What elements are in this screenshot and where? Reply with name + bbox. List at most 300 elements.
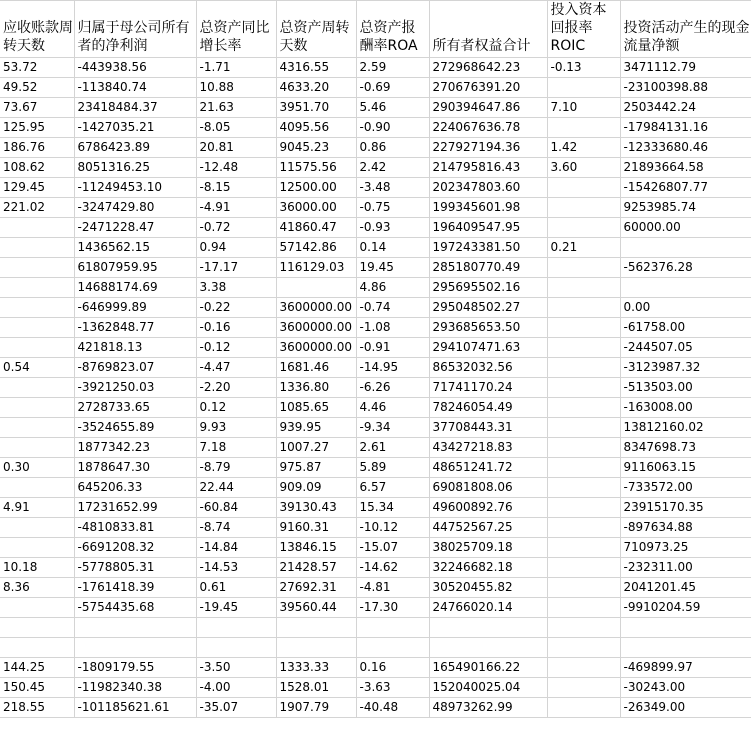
cell-total-assets-yoy[interactable]: -4.00 [196, 678, 276, 698]
cell-total-assets-yoy[interactable]: 3.38 [196, 278, 276, 298]
cell-investing-cash-flow-net[interactable] [620, 278, 751, 298]
cell-ar-turnover-days[interactable] [0, 478, 74, 498]
cell-total-assets-yoy[interactable]: -0.12 [196, 338, 276, 358]
cell-owners-equity-total[interactable]: 30520455.82 [429, 578, 547, 598]
cell-investing-cash-flow-net[interactable]: 2041201.45 [620, 578, 751, 598]
cell-investing-cash-flow-net[interactable]: 8347698.73 [620, 438, 751, 458]
cell-roic[interactable] [547, 358, 620, 378]
cell-total-assets-yoy[interactable]: 7.18 [196, 438, 276, 458]
cell-investing-cash-flow-net[interactable]: -23100398.88 [620, 78, 751, 98]
cell-net-profit-parent[interactable]: 61807959.95 [74, 258, 196, 278]
cell-ar-turnover-days[interactable]: 0.54 [0, 358, 74, 378]
cell-owners-equity-total[interactable]: 165490166.22 [429, 658, 547, 678]
table-row [0, 238, 751, 258]
cell-total-asset-turnover-days[interactable]: 1681.46 [276, 358, 356, 378]
cell-owners-equity-total[interactable]: 37708443.31 [429, 418, 547, 438]
cell-roa[interactable]: -14.62 [356, 558, 429, 578]
table-row [0, 278, 751, 298]
cell-total-assets-yoy[interactable]: -1.71 [196, 58, 276, 78]
cell-net-profit-parent[interactable] [74, 638, 196, 658]
cell-ar-turnover-days[interactable]: 4.91 [0, 498, 74, 518]
cell-owners-equity-total[interactable]: 227927194.36 [429, 138, 547, 158]
cell-owners-equity-total[interactable]: 270676391.20 [429, 78, 547, 98]
cell-roa[interactable] [356, 618, 429, 638]
cell-roa[interactable]: -3.48 [356, 178, 429, 198]
table-row [0, 338, 751, 358]
cell-roa[interactable]: -0.91 [356, 338, 429, 358]
cell-investing-cash-flow-net[interactable]: -30243.00 [620, 678, 751, 698]
cell-roic[interactable] [547, 658, 620, 678]
cell-ar-turnover-days[interactable] [0, 518, 74, 538]
cell-total-assets-yoy[interactable]: -12.48 [196, 158, 276, 178]
cell-roic[interactable]: 3.60 [547, 158, 620, 178]
cell-owners-equity-total[interactable] [429, 638, 547, 658]
cell-ar-turnover-days[interactable] [0, 258, 74, 278]
table-row [0, 398, 751, 418]
cell-net-profit-parent[interactable]: -113840.74 [74, 78, 196, 98]
table-row [0, 98, 751, 118]
cell-investing-cash-flow-net[interactable]: -61758.00 [620, 318, 751, 338]
cell-roa[interactable]: 19.45 [356, 258, 429, 278]
table-row [0, 118, 751, 138]
cell-owners-equity-total[interactable] [429, 618, 547, 638]
cell-net-profit-parent[interactable]: 17231652.99 [74, 498, 196, 518]
cell-investing-cash-flow-net[interactable]: 21893664.58 [620, 158, 751, 178]
cell-owners-equity-total[interactable]: 290394647.86 [429, 98, 547, 118]
cell-owners-equity-total[interactable]: 196409547.95 [429, 218, 547, 238]
cell-roic[interactable]: 1.42 [547, 138, 620, 158]
cell-total-asset-turnover-days[interactable]: 1085.65 [276, 398, 356, 418]
cell-roa[interactable]: 5.46 [356, 98, 429, 118]
cell-net-profit-parent[interactable]: 8051316.25 [74, 158, 196, 178]
cell-total-assets-yoy[interactable]: -2.20 [196, 378, 276, 398]
table-row [0, 378, 751, 398]
cell-roa[interactable]: -0.93 [356, 218, 429, 238]
cell-investing-cash-flow-net[interactable]: -469899.97 [620, 658, 751, 678]
cell-net-profit-parent[interactable]: 1436562.15 [74, 238, 196, 258]
cell-investing-cash-flow-net[interactable] [620, 618, 751, 638]
cell-ar-turnover-days[interactable]: 8.36 [0, 578, 74, 598]
cell-total-asset-turnover-days[interactable]: 4633.20 [276, 78, 356, 98]
cell-net-profit-parent[interactable]: -646999.89 [74, 298, 196, 318]
cell-owners-equity-total[interactable]: 32246682.18 [429, 558, 547, 578]
cell-total-asset-turnover-days[interactable]: 3600000.00 [276, 298, 356, 318]
cell-roa[interactable]: 4.86 [356, 278, 429, 298]
cell-net-profit-parent[interactable]: 2728733.65 [74, 398, 196, 418]
cell-total-assets-yoy[interactable]: 0.94 [196, 238, 276, 258]
header-row [0, 1, 751, 58]
cell-investing-cash-flow-net[interactable]: -26349.00 [620, 698, 751, 718]
header-cell-net-profit-parent[interactable]: 归属于母公司所有者的净利润 [74, 1, 196, 58]
cell-net-profit-parent[interactable]: -1362848.77 [74, 318, 196, 338]
cell-roic[interactable] [547, 438, 620, 458]
cell-roa[interactable]: -0.74 [356, 298, 429, 318]
cell-total-asset-turnover-days[interactable]: 12500.00 [276, 178, 356, 198]
cell-investing-cash-flow-net[interactable]: 2503442.24 [620, 98, 751, 118]
cell-ar-turnover-days[interactable]: 150.45 [0, 678, 74, 698]
cell-roic[interactable] [547, 418, 620, 438]
cell-roic[interactable] [547, 218, 620, 238]
cell-net-profit-parent[interactable]: -6691208.32 [74, 538, 196, 558]
cell-ar-turnover-days[interactable]: 0.30 [0, 458, 74, 478]
cell-total-assets-yoy[interactable]: 21.63 [196, 98, 276, 118]
cell-net-profit-parent[interactable]: -11249453.10 [74, 178, 196, 198]
cell-roa[interactable]: 0.86 [356, 138, 429, 158]
cell-owners-equity-total[interactable]: 43427218.83 [429, 438, 547, 458]
cell-roic[interactable] [547, 558, 620, 578]
cell-total-asset-turnover-days[interactable]: 909.09 [276, 478, 356, 498]
cell-roa[interactable]: 6.57 [356, 478, 429, 498]
cell-total-asset-turnover-days[interactable]: 57142.86 [276, 238, 356, 258]
cell-investing-cash-flow-net[interactable]: -562376.28 [620, 258, 751, 278]
cell-total-assets-yoy[interactable]: 20.81 [196, 138, 276, 158]
cell-investing-cash-flow-net[interactable]: -9910204.59 [620, 598, 751, 618]
cell-investing-cash-flow-net[interactable]: -244507.05 [620, 338, 751, 358]
table-row [0, 498, 751, 518]
cell-owners-equity-total[interactable]: 44752567.25 [429, 518, 547, 538]
cell-total-asset-turnover-days[interactable]: 4095.56 [276, 118, 356, 138]
cell-roa[interactable]: -15.07 [356, 538, 429, 558]
cell-total-asset-turnover-days[interactable]: 13846.15 [276, 538, 356, 558]
cell-ar-turnover-days[interactable] [0, 538, 74, 558]
cell-roic[interactable]: -0.13 [547, 58, 620, 78]
cell-investing-cash-flow-net[interactable]: -163008.00 [620, 398, 751, 418]
cell-total-assets-yoy[interactable]: 0.61 [196, 578, 276, 598]
cell-total-assets-yoy[interactable]: 9.93 [196, 418, 276, 438]
cell-ar-turnover-days[interactable]: 144.25 [0, 658, 74, 678]
header-cell-roa[interactable]: 总资产报酬率ROA [356, 1, 429, 58]
cell-roic[interactable] [547, 638, 620, 658]
cell-owners-equity-total[interactable]: 152040025.04 [429, 678, 547, 698]
cell-total-assets-yoy[interactable]: -8.05 [196, 118, 276, 138]
cell-investing-cash-flow-net[interactable]: 3471112.79 [620, 58, 751, 78]
header-cell-roic[interactable]: 投入资本回报率ROIC [547, 1, 620, 58]
cell-net-profit-parent[interactable]: 1878647.30 [74, 458, 196, 478]
cell-investing-cash-flow-net[interactable]: -3123987.32 [620, 358, 751, 378]
cell-ar-turnover-days[interactable] [0, 338, 74, 358]
cell-roic[interactable] [547, 678, 620, 698]
cell-total-asset-turnover-days[interactable] [276, 278, 356, 298]
cell-total-asset-turnover-days[interactable]: 9045.23 [276, 138, 356, 158]
cell-owners-equity-total[interactable]: 48973262.99 [429, 698, 547, 718]
cell-ar-turnover-days[interactable] [0, 278, 74, 298]
cell-investing-cash-flow-net[interactable]: 9253985.74 [620, 198, 751, 218]
cell-investing-cash-flow-net[interactable] [620, 638, 751, 658]
table-row [0, 138, 751, 158]
cell-total-asset-turnover-days[interactable]: 39130.43 [276, 498, 356, 518]
header-cell-owners-equity-total[interactable]: 所有者权益合计 [429, 1, 547, 58]
cell-roic[interactable] [547, 258, 620, 278]
cell-roic[interactable] [547, 618, 620, 638]
cell-roa[interactable]: -3.63 [356, 678, 429, 698]
cell-roic[interactable] [547, 458, 620, 478]
cell-net-profit-parent[interactable]: -4810833.81 [74, 518, 196, 538]
cell-net-profit-parent[interactable]: 14688174.69 [74, 278, 196, 298]
cell-total-asset-turnover-days[interactable]: 11575.56 [276, 158, 356, 178]
cell-investing-cash-flow-net[interactable]: -15426807.77 [620, 178, 751, 198]
cell-net-profit-parent[interactable]: 421818.13 [74, 338, 196, 358]
cell-total-asset-turnover-days[interactable]: 116129.03 [276, 258, 356, 278]
cell-roic[interactable] [547, 178, 620, 198]
cell-roic[interactable] [547, 398, 620, 418]
cell-total-assets-yoy[interactable]: -14.84 [196, 538, 276, 558]
cell-ar-turnover-days[interactable]: 129.45 [0, 178, 74, 198]
cell-net-profit-parent[interactable]: 645206.33 [74, 478, 196, 498]
cell-total-assets-yoy[interactable] [196, 618, 276, 638]
cell-ar-turnover-days[interactable]: 221.02 [0, 198, 74, 218]
cell-total-assets-yoy[interactable]: -14.53 [196, 558, 276, 578]
cell-roa[interactable]: -17.30 [356, 598, 429, 618]
cell-total-asset-turnover-days[interactable] [276, 618, 356, 638]
header-cell-total-asset-turnover-days[interactable]: 总资产周转天数 [276, 1, 356, 58]
cell-roic[interactable] [547, 698, 620, 718]
cell-total-assets-yoy[interactable]: -4.47 [196, 358, 276, 378]
cell-net-profit-parent[interactable]: 23418484.37 [74, 98, 196, 118]
header-cell-ar-turnover-days[interactable]: 应收账款周转天数 [0, 1, 74, 58]
cell-owners-equity-total[interactable]: 69081808.06 [429, 478, 547, 498]
cell-total-assets-yoy[interactable]: 22.44 [196, 478, 276, 498]
cell-total-assets-yoy[interactable]: 10.88 [196, 78, 276, 98]
cell-roa[interactable]: 2.42 [356, 158, 429, 178]
table-row [0, 658, 751, 678]
cell-net-profit-parent[interactable]: -8769823.07 [74, 358, 196, 378]
cell-total-asset-turnover-days[interactable]: 1336.80 [276, 378, 356, 398]
cell-owners-equity-total[interactable]: 197243381.50 [429, 238, 547, 258]
cell-net-profit-parent[interactable]: -101185621.61 [74, 698, 196, 718]
cell-owners-equity-total[interactable]: 272968642.23 [429, 58, 547, 78]
cell-total-asset-turnover-days[interactable]: 939.95 [276, 418, 356, 438]
cell-roic[interactable] [547, 578, 620, 598]
header-cell-total-assets-yoy[interactable]: 总资产同比增长率 [196, 1, 276, 58]
cell-total-asset-turnover-days[interactable]: 3600000.00 [276, 318, 356, 338]
cell-owners-equity-total[interactable]: 295695502.16 [429, 278, 547, 298]
cell-roa[interactable]: 2.59 [356, 58, 429, 78]
cell-owners-equity-total[interactable]: 49600892.76 [429, 498, 547, 518]
cell-roic[interactable] [547, 538, 620, 558]
cell-total-assets-yoy[interactable]: -0.16 [196, 318, 276, 338]
cell-roa[interactable]: 4.46 [356, 398, 429, 418]
cell-total-asset-turnover-days[interactable]: 36000.00 [276, 198, 356, 218]
cell-investing-cash-flow-net[interactable]: -897634.88 [620, 518, 751, 538]
cell-owners-equity-total[interactable]: 214795816.43 [429, 158, 547, 178]
table-row [0, 478, 751, 498]
cell-ar-turnover-days[interactable] [0, 438, 74, 458]
table-row [0, 598, 751, 618]
cell-roic[interactable]: 7.10 [547, 98, 620, 118]
cell-total-assets-yoy[interactable]: -4.91 [196, 198, 276, 218]
table-row [0, 558, 751, 578]
cell-ar-turnover-days[interactable]: 218.55 [0, 698, 74, 718]
cell-total-asset-turnover-days[interactable]: 3951.70 [276, 98, 356, 118]
cell-owners-equity-total[interactable]: 24766020.14 [429, 598, 547, 618]
cell-total-asset-turnover-days[interactable]: 9160.31 [276, 518, 356, 538]
cell-net-profit-parent[interactable]: 6786423.89 [74, 138, 196, 158]
cell-owners-equity-total[interactable]: 86532032.56 [429, 358, 547, 378]
cell-roic[interactable] [547, 318, 620, 338]
cell-net-profit-parent[interactable]: -5778805.31 [74, 558, 196, 578]
cell-total-asset-turnover-days[interactable]: 1528.01 [276, 678, 356, 698]
cell-investing-cash-flow-net[interactable]: 60000.00 [620, 218, 751, 238]
cell-owners-equity-total[interactable]: 224067636.78 [429, 118, 547, 138]
cell-total-asset-turnover-days[interactable]: 3600000.00 [276, 338, 356, 358]
cell-ar-turnover-days[interactable]: 10.18 [0, 558, 74, 578]
cell-net-profit-parent[interactable]: 1877342.23 [74, 438, 196, 458]
cell-roa[interactable]: -0.90 [356, 118, 429, 138]
cell-roic[interactable] [547, 338, 620, 358]
cell-net-profit-parent[interactable]: -1427035.21 [74, 118, 196, 138]
cell-total-asset-turnover-days[interactable]: 975.87 [276, 458, 356, 478]
cell-total-assets-yoy[interactable]: -17.17 [196, 258, 276, 278]
table-row [0, 578, 751, 598]
cell-ar-turnover-days[interactable] [0, 618, 74, 638]
table-row [0, 458, 751, 478]
cell-total-asset-turnover-days[interactable] [276, 638, 356, 658]
cell-total-assets-yoy[interactable]: -8.15 [196, 178, 276, 198]
cell-total-assets-yoy[interactable]: 0.12 [196, 398, 276, 418]
cell-roic[interactable] [547, 378, 620, 398]
cell-total-asset-turnover-days[interactable]: 4316.55 [276, 58, 356, 78]
cell-investing-cash-flow-net[interactable]: 23915170.35 [620, 498, 751, 518]
cell-investing-cash-flow-net[interactable]: 710973.25 [620, 538, 751, 558]
cell-owners-equity-total[interactable]: 202347803.60 [429, 178, 547, 198]
cell-roic[interactable] [547, 118, 620, 138]
cell-owners-equity-total[interactable]: 48651241.72 [429, 458, 547, 478]
table-row [0, 158, 751, 178]
table-row [0, 698, 751, 718]
cell-roic[interactable] [547, 78, 620, 98]
cell-roa[interactable] [356, 638, 429, 658]
cell-ar-turnover-days[interactable]: 125.95 [0, 118, 74, 138]
cell-ar-turnover-days[interactable]: 108.62 [0, 158, 74, 178]
cell-roic[interactable] [547, 198, 620, 218]
cell-net-profit-parent[interactable]: -3921250.03 [74, 378, 196, 398]
table-row [0, 298, 751, 318]
cell-roic[interactable] [547, 498, 620, 518]
cell-owners-equity-total[interactable]: 38025709.18 [429, 538, 547, 558]
cell-total-assets-yoy[interactable] [196, 638, 276, 658]
cell-total-assets-yoy[interactable]: -60.84 [196, 498, 276, 518]
cell-investing-cash-flow-net[interactable]: 0.00 [620, 298, 751, 318]
cell-roic[interactable]: 0.21 [547, 238, 620, 258]
table-row [0, 218, 751, 238]
cell-roa[interactable]: 15.34 [356, 498, 429, 518]
cell-total-asset-turnover-days[interactable]: 1333.33 [276, 658, 356, 678]
cell-total-asset-turnover-days[interactable]: 1007.27 [276, 438, 356, 458]
cell-ar-turnover-days[interactable] [0, 638, 74, 658]
cell-owners-equity-total[interactable]: 293685653.50 [429, 318, 547, 338]
cell-ar-turnover-days[interactable] [0, 318, 74, 338]
cell-investing-cash-flow-net[interactable]: -232311.00 [620, 558, 751, 578]
cell-total-assets-yoy[interactable]: -8.74 [196, 518, 276, 538]
cell-investing-cash-flow-net[interactable]: -733572.00 [620, 478, 751, 498]
cell-ar-turnover-days[interactable] [0, 598, 74, 618]
cell-net-profit-parent[interactable]: -3247429.80 [74, 198, 196, 218]
cell-ar-turnover-days[interactable]: 73.67 [0, 98, 74, 118]
cell-roa[interactable]: -4.81 [356, 578, 429, 598]
cell-net-profit-parent[interactable]: -11982340.38 [74, 678, 196, 698]
cell-total-asset-turnover-days[interactable]: 27692.31 [276, 578, 356, 598]
table-row [0, 678, 751, 698]
cell-ar-turnover-days[interactable] [0, 238, 74, 258]
cell-roa[interactable]: 5.89 [356, 458, 429, 478]
cell-ar-turnover-days[interactable] [0, 218, 74, 238]
cell-net-profit-parent[interactable]: -1761418.39 [74, 578, 196, 598]
cell-total-assets-yoy[interactable]: -8.79 [196, 458, 276, 478]
cell-total-assets-yoy[interactable]: -35.07 [196, 698, 276, 718]
cell-roic[interactable] [547, 298, 620, 318]
cell-roa[interactable]: 0.16 [356, 658, 429, 678]
cell-roa[interactable]: -0.69 [356, 78, 429, 98]
cell-total-assets-yoy[interactable]: -0.72 [196, 218, 276, 238]
cell-owners-equity-total[interactable]: 285180770.49 [429, 258, 547, 278]
cell-roic[interactable] [547, 278, 620, 298]
table-row [0, 618, 751, 638]
cell-total-asset-turnover-days[interactable]: 39560.44 [276, 598, 356, 618]
cell-roa[interactable]: -14.95 [356, 358, 429, 378]
cell-net-profit-parent[interactable] [74, 618, 196, 638]
cell-total-assets-yoy[interactable]: -0.22 [196, 298, 276, 318]
table-row [0, 358, 751, 378]
cell-net-profit-parent[interactable]: -5754435.68 [74, 598, 196, 618]
cell-investing-cash-flow-net[interactable]: 13812160.02 [620, 418, 751, 438]
cell-ar-turnover-days[interactable] [0, 398, 74, 418]
cell-ar-turnover-days[interactable]: 186.76 [0, 138, 74, 158]
table-row [0, 258, 751, 278]
table-row [0, 638, 751, 658]
table-row [0, 538, 751, 558]
cell-roic[interactable] [547, 598, 620, 618]
cell-roa[interactable]: -10.12 [356, 518, 429, 538]
cell-ar-turnover-days[interactable] [0, 418, 74, 438]
cell-total-asset-turnover-days[interactable]: 21428.57 [276, 558, 356, 578]
cell-roa[interactable]: 0.14 [356, 238, 429, 258]
cell-total-assets-yoy[interactable]: -19.45 [196, 598, 276, 618]
cell-net-profit-parent[interactable]: -1809179.55 [74, 658, 196, 678]
table-row [0, 78, 751, 98]
cell-net-profit-parent[interactable]: -443938.56 [74, 58, 196, 78]
cell-roa[interactable]: -6.26 [356, 378, 429, 398]
cell-investing-cash-flow-net[interactable]: 9116063.15 [620, 458, 751, 478]
cell-ar-turnover-days[interactable]: 53.72 [0, 58, 74, 78]
cell-owners-equity-total[interactable]: 295048502.27 [429, 298, 547, 318]
cell-total-asset-turnover-days[interactable]: 41860.47 [276, 218, 356, 238]
cell-investing-cash-flow-net[interactable]: -513503.00 [620, 378, 751, 398]
cell-roa[interactable]: 2.61 [356, 438, 429, 458]
cell-owners-equity-total[interactable]: 199345601.98 [429, 198, 547, 218]
table-row [0, 318, 751, 338]
cell-ar-turnover-days[interactable] [0, 298, 74, 318]
cell-roa[interactable]: -40.48 [356, 698, 429, 718]
cell-roa[interactable]: -1.08 [356, 318, 429, 338]
cell-owners-equity-total[interactable]: 78246054.49 [429, 398, 547, 418]
cell-total-assets-yoy[interactable]: -3.50 [196, 658, 276, 678]
header-cell-investing-cash-flow-net[interactable]: 投资活动产生的现金流量净额 [620, 1, 751, 58]
cell-ar-turnover-days[interactable] [0, 378, 74, 398]
cell-roa[interactable]: -0.75 [356, 198, 429, 218]
cell-investing-cash-flow-net[interactable]: -17984131.16 [620, 118, 751, 138]
cell-roic[interactable] [547, 518, 620, 538]
cell-net-profit-parent[interactable]: -3524655.89 [74, 418, 196, 438]
cell-ar-turnover-days[interactable]: 49.52 [0, 78, 74, 98]
cell-net-profit-parent[interactable]: -2471228.47 [74, 218, 196, 238]
cell-investing-cash-flow-net[interactable]: -12333680.46 [620, 138, 751, 158]
cell-roa[interactable]: -9.34 [356, 418, 429, 438]
cell-investing-cash-flow-net[interactable] [620, 238, 751, 258]
cell-owners-equity-total[interactable]: 294107471.63 [429, 338, 547, 358]
cell-roic[interactable] [547, 478, 620, 498]
cell-total-asset-turnover-days[interactable]: 1907.79 [276, 698, 356, 718]
cell-owners-equity-total[interactable]: 71741170.24 [429, 378, 547, 398]
